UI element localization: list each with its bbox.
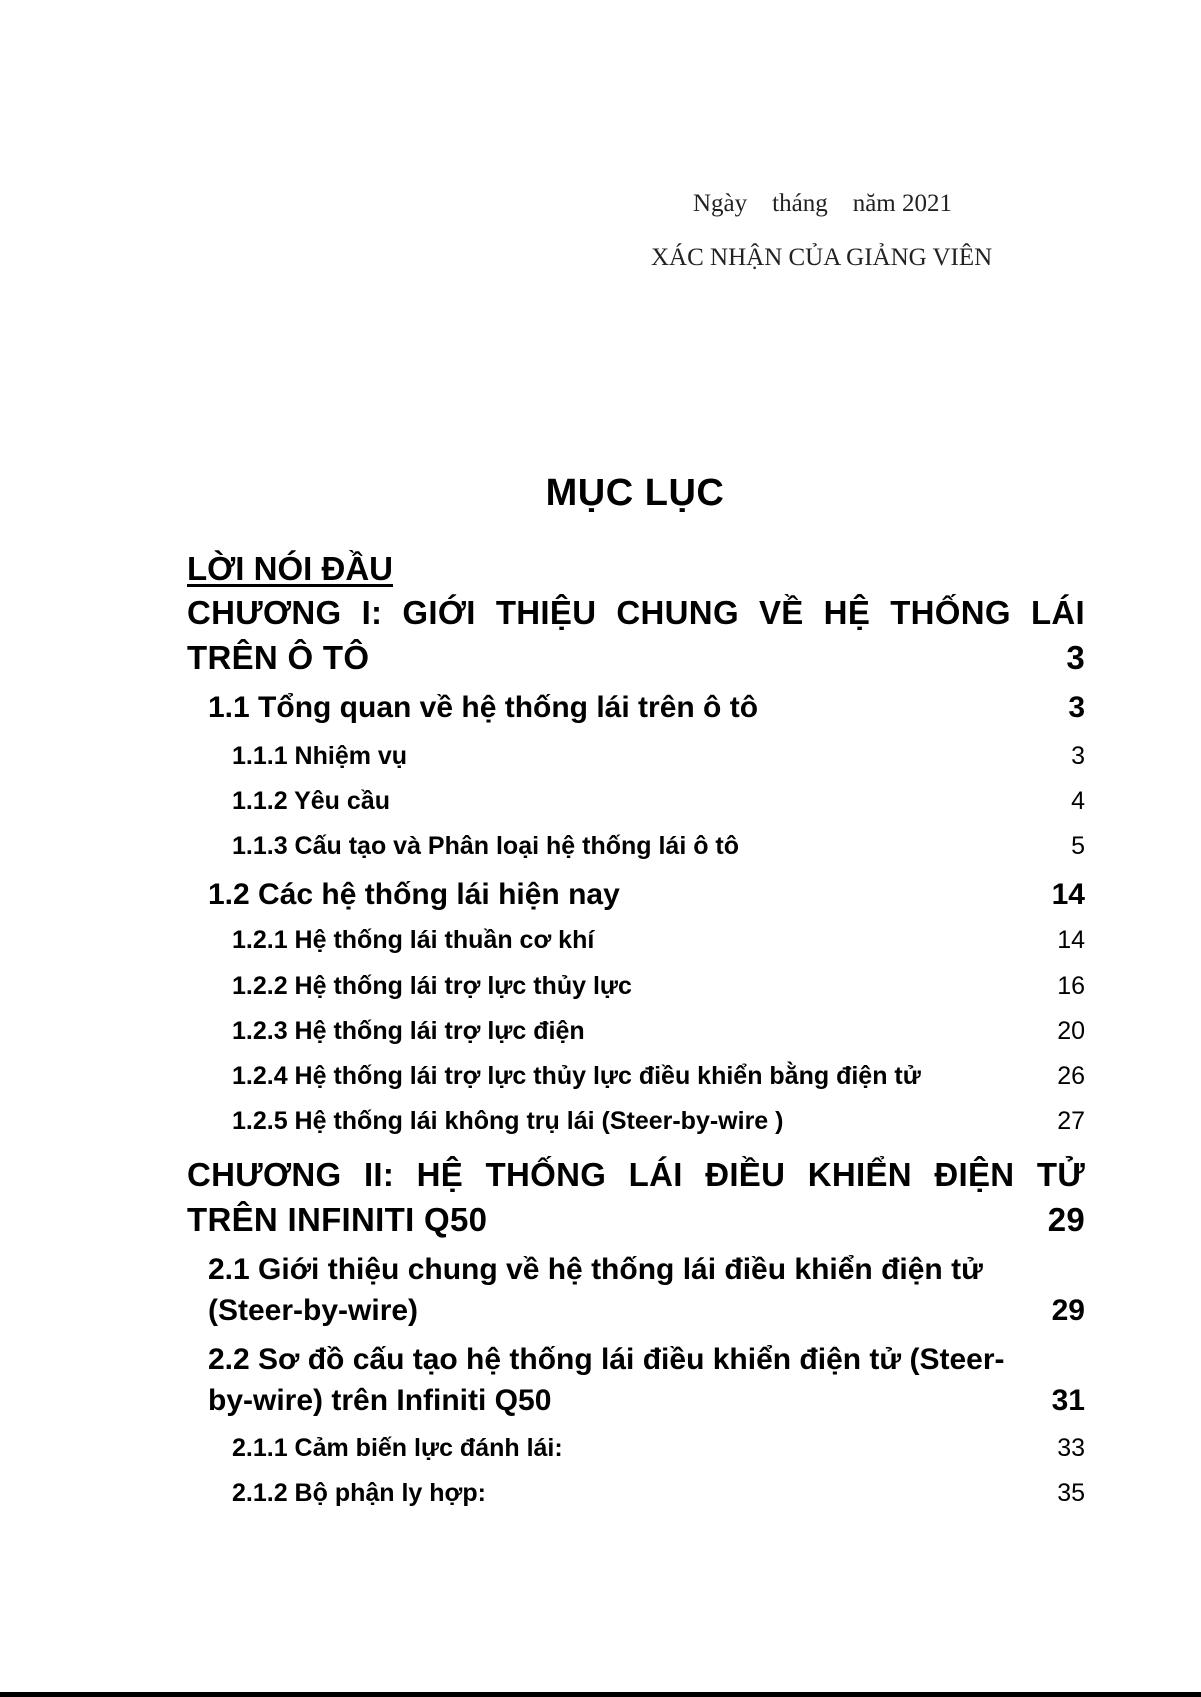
toc-entry-title: CHƯƠNG I: GIỚI THIỆU CHUNG VỀ HỆ THỐNG LÁI [187, 594, 1085, 631]
toc-entry-1-2-2[interactable] [232, 970, 1085, 1002]
toc-entry-1-2-1[interactable] [232, 924, 1085, 956]
toc-page-number: 4 [1071, 787, 1085, 815]
toc-entry-title: 1.2 Các hệ thống lái hiện nay [208, 878, 620, 911]
page-bottom-border [0, 1692, 1201, 1697]
toc-entry-title: 1.1 Tổng quan về hệ thống lái trên ô tô [208, 691, 759, 724]
toc-page-number: 16 [1057, 972, 1085, 1000]
toc-entry-1-1[interactable] [208, 687, 1085, 728]
toc-entry-1-2-3[interactable] [232, 1015, 1085, 1047]
toc-entry-title-cont: TRÊN INFINITI Q50 [187, 1201, 488, 1238]
toc-entry-title: 2.1.2 Bộ phận ly hợp: [232, 1479, 486, 1507]
toc-title: MỤC LỤC [545, 472, 725, 514]
toc-entry-title: 1.2.4 Hệ thống lái trợ lực thủy lực điều khiển bằng điện tử [232, 1062, 921, 1090]
toc-entry-1-1-2[interactable] [232, 785, 1085, 817]
toc-page-number: 27 [1057, 1107, 1085, 1135]
toc-entry-title: 2.1.1 Cảm biến lực đánh lái: [232, 1434, 563, 1462]
toc-entry-title: 1.1.1 Nhiệm vụ [232, 742, 408, 770]
toc-page-number: 14 [1051, 878, 1085, 911]
toc-entry-title: 1.1.2 Yêu cầu [232, 787, 390, 815]
toc-page-number: 35 [1057, 1479, 1085, 1507]
toc-page-number: 5 [1071, 832, 1085, 860]
toc-entry-1-1-1[interactable] [232, 740, 1085, 772]
toc-entry-chapter-1[interactable] [187, 590, 1085, 680]
toc-entry-title: 1.2.5 Hệ thống lái không trụ lái (Steer-by-wire ) [232, 1107, 784, 1135]
toc-page-number: 14 [1057, 926, 1085, 954]
toc-page-number: 33 [1057, 1434, 1085, 1462]
toc-entry-1-2[interactable] [208, 874, 1085, 915]
toc-entry-2-2[interactable] [208, 1339, 1085, 1421]
toc-entry-title: 1.2.1 Hệ thống lái thuần cơ khí [232, 926, 595, 954]
toc-page-number: 26 [1057, 1062, 1085, 1090]
toc-entry-title-cont: (Steer-by-wire) [208, 1294, 419, 1327]
toc-entry-2-1-2[interactable] [232, 1477, 1085, 1509]
toc-entry-1-2-4[interactable] [232, 1060, 1085, 1092]
toc-entry-title: 1.1.3 Cấu tạo và Phân loại hệ thống lái ô tô [232, 832, 740, 860]
toc-entry-preface[interactable]: LỜI NÓI ĐẦU [187, 550, 393, 587]
toc-page-number: 29 [1051, 1294, 1085, 1327]
toc-entry-chapter-2[interactable] [187, 1152, 1085, 1242]
toc-entry-title: 2.2 Sơ đồ cấu tạo hệ thống lái điều khiển điện tử (Steer- [208, 1343, 1005, 1376]
lecturer-confirmation-label: XÁC NHẬN CỦA GIẢNG VIÊN [651, 244, 993, 271]
toc-entry-title-cont: by-wire) trên Infiniti Q50 [208, 1384, 552, 1417]
toc-entry-title-cont: TRÊN Ô TÔ [187, 639, 370, 676]
toc-page-number: 31 [1051, 1384, 1085, 1417]
toc-entry-title: 2.1 Giới thiệu chung về hệ thống lái điều khiển điện tử [208, 1253, 983, 1286]
toc-page-number: 20 [1057, 1017, 1085, 1045]
toc-entry-title: CHƯƠNG II: HỆ THỐNG LÁI ĐIỀU KHIỂN ĐIỆN TỬ [187, 1156, 1085, 1193]
toc-page-number: 29 [1047, 1201, 1085, 1238]
toc-page-number: 3 [1068, 691, 1085, 724]
toc-page-number: 3 [1071, 742, 1085, 770]
toc-entry-title: 1.2.2 Hệ thống lái trợ lực thủy lực [232, 972, 632, 1000]
toc-entry-title: 1.2.3 Hệ thống lái trợ lực điện [232, 1017, 585, 1045]
toc-entry-1-2-5[interactable] [232, 1105, 1085, 1137]
date-line: Ngày tháng năm 2021 [693, 190, 952, 217]
toc-entry-1-1-3[interactable] [232, 830, 1085, 862]
toc-entry-2-1-1[interactable] [232, 1432, 1085, 1464]
toc-entry-2-1[interactable] [208, 1249, 1085, 1331]
toc-page-number: 3 [1066, 639, 1085, 676]
